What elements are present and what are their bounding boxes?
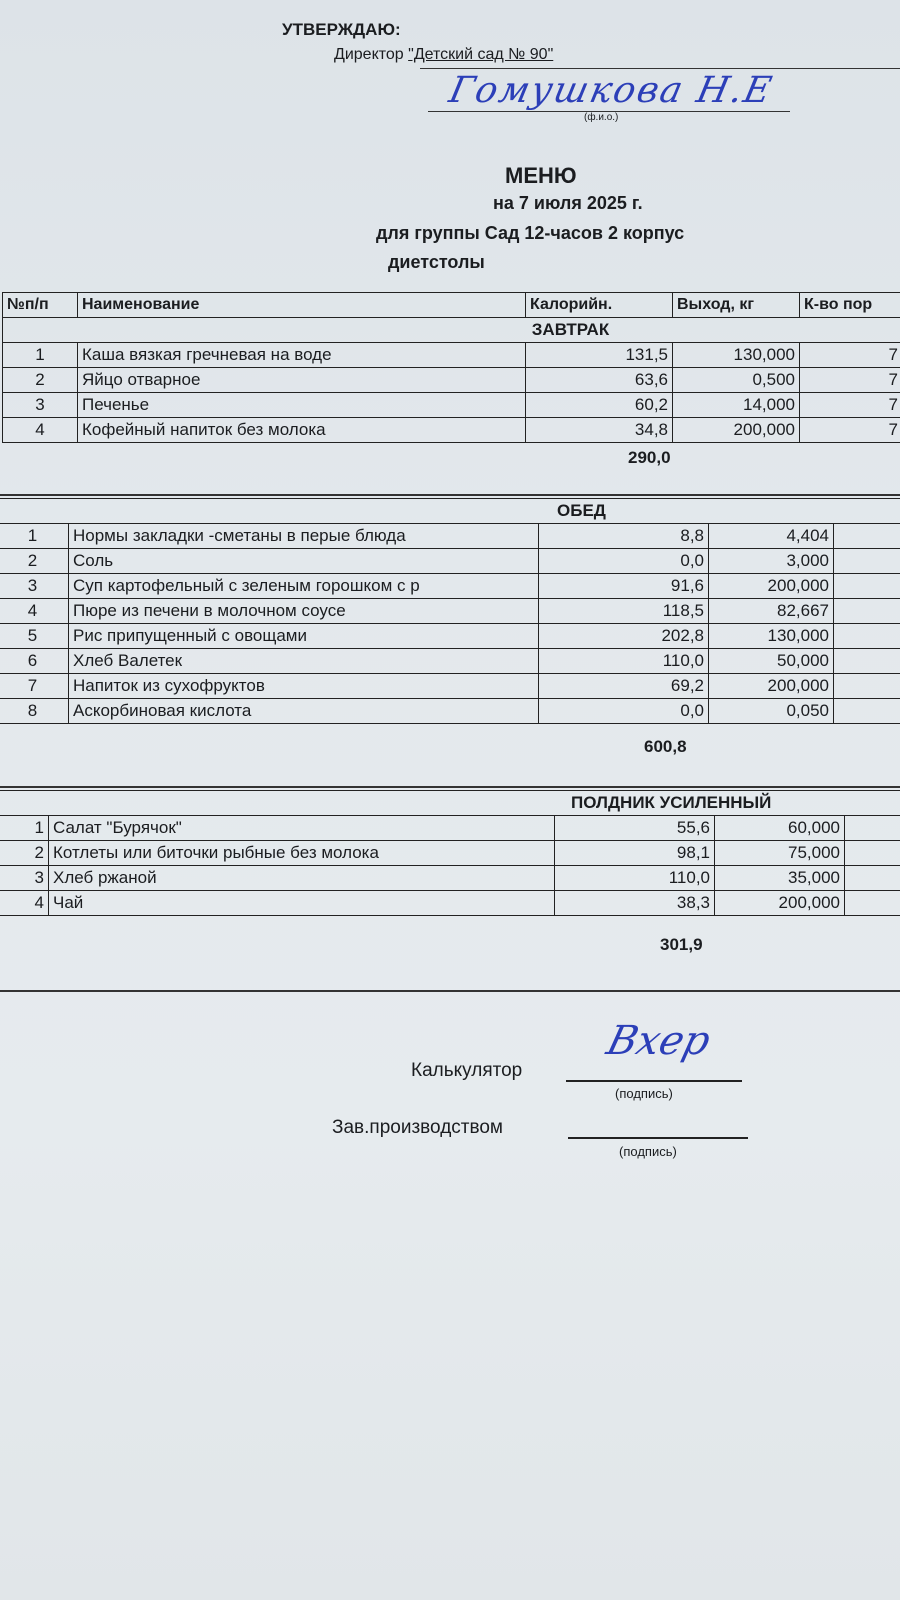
row-name: Кофейный напиток без молока: [78, 418, 526, 443]
section-divider: [0, 786, 900, 788]
row-kcal: 38,3: [555, 891, 715, 916]
row-qty: [834, 599, 900, 624]
row-qty: [834, 549, 900, 574]
row-yield: 200,000: [715, 891, 845, 916]
table-row: [0, 624, 900, 649]
row-kcal: 110,0: [555, 866, 715, 891]
table-row: [0, 816, 900, 841]
row-num: 5: [0, 624, 69, 649]
row-num: 6: [0, 649, 69, 674]
table-row: [3, 393, 900, 418]
col-yield: Выход, кг: [673, 293, 800, 318]
row-kcal: 63,6: [526, 368, 673, 393]
fio-label: (ф.и.о.): [584, 112, 619, 123]
row-yield: 200,000: [673, 418, 800, 443]
calculator-signature-line: [566, 1080, 742, 1082]
row-kcal: 60,2: [526, 393, 673, 418]
col-name: Наименование: [78, 293, 526, 318]
col-portions: К-во пор: [800, 293, 900, 318]
col-kcal: Калорийн.: [526, 293, 673, 318]
row-name: Хлеб ржаной: [49, 866, 555, 891]
row-name: Печенье: [78, 393, 526, 418]
calculator-signature-label: (подпись): [615, 1086, 673, 1101]
row-num: 7: [0, 674, 69, 699]
production-signature-label: (подпись): [619, 1144, 677, 1159]
director-line: [334, 46, 553, 64]
row-name: Суп картофельный с зеленым горошком с р: [69, 574, 539, 599]
row-kcal: 110,0: [539, 649, 709, 674]
table-row: [0, 841, 900, 866]
row-qty: [834, 624, 900, 649]
row-qty: [834, 649, 900, 674]
row-kcal: 118,5: [539, 599, 709, 624]
row-num: 3: [0, 866, 49, 891]
lunch-title-row: [0, 499, 900, 524]
table-row: [3, 368, 900, 393]
row-yield: 0,500: [673, 368, 800, 393]
header-rule: [420, 68, 900, 69]
row-num: 2: [3, 368, 78, 393]
row-num: 2: [0, 549, 69, 574]
row-kcal: 202,8: [539, 624, 709, 649]
table-row: [0, 866, 900, 891]
production-label: Зав.производством: [332, 1117, 503, 1138]
row-num: 3: [0, 574, 69, 599]
row-name: Каша вязкая гречневая на воде: [78, 343, 526, 368]
menu-diet: диетстолы: [388, 252, 485, 272]
table-row: [0, 574, 900, 599]
row-qty: 7: [800, 368, 900, 393]
row-qty: [845, 841, 900, 866]
row-name: Чай: [49, 891, 555, 916]
table-row: [0, 674, 900, 699]
table-row: [0, 699, 900, 724]
row-qty: [845, 816, 900, 841]
row-num: 4: [3, 418, 78, 443]
row-name: Пюре из печени в молочном соусе: [69, 599, 539, 624]
row-qty: [845, 866, 900, 891]
row-yield: 50,000: [709, 649, 834, 674]
col-num: №п/п: [3, 293, 78, 318]
row-kcal: 98,1: [555, 841, 715, 866]
row-num: 3: [3, 393, 78, 418]
row-yield: 4,404: [709, 524, 834, 549]
row-name: Хлеб Валетек: [69, 649, 539, 674]
table-row: [3, 418, 900, 443]
menu-title: МЕНЮ: [505, 163, 577, 188]
row-num: 1: [0, 524, 69, 549]
row-yield: 75,000: [715, 841, 845, 866]
section-divider: [0, 494, 900, 496]
menu-group: для группы Сад 12-часов 2 корпус: [376, 223, 685, 243]
row-yield: 14,000: [673, 393, 800, 418]
row-num: 8: [0, 699, 69, 724]
director-prefix: Директор: [334, 46, 409, 63]
row-kcal: 34,8: [526, 418, 673, 443]
row-name: Аскорбиновая кислота: [69, 699, 539, 724]
table-header-row: [3, 293, 900, 318]
row-yield: 200,000: [709, 674, 834, 699]
row-kcal: 55,6: [555, 816, 715, 841]
snack-table: [0, 790, 900, 916]
snack-total: 301,9: [660, 935, 703, 954]
row-yield: 3,000: [709, 549, 834, 574]
table-row: [3, 343, 900, 368]
table-row: [0, 649, 900, 674]
menu-date: на 7 июля 2025 г.: [493, 193, 643, 213]
lunch-table: [0, 498, 900, 724]
table-row: [0, 549, 900, 574]
calculator-signature: Вхер: [602, 1018, 715, 1064]
calculator-label: Калькулятор: [411, 1060, 523, 1081]
row-qty: 7: [800, 393, 900, 418]
row-qty: [834, 699, 900, 724]
row-kcal: 0,0: [539, 699, 709, 724]
row-num: 4: [0, 599, 69, 624]
organization-name: "Детский сад № 90": [408, 46, 554, 63]
row-kcal: 8,8: [539, 524, 709, 549]
snack-title-row: [0, 791, 900, 816]
row-yield: 200,000: [709, 574, 834, 599]
breakfast-total: 290,0: [628, 448, 671, 467]
row-name: Яйцо отварное: [78, 368, 526, 393]
production-signature-line: [568, 1137, 748, 1139]
row-num: 1: [0, 816, 49, 841]
row-yield: 82,667: [709, 599, 834, 624]
row-qty: [834, 524, 900, 549]
row-name: Рис припущенный с овощами: [69, 624, 539, 649]
table-row: [0, 891, 900, 916]
row-kcal: 131,5: [526, 343, 673, 368]
table-row: [0, 524, 900, 549]
row-yield: 130,000: [709, 624, 834, 649]
director-signature: Гомушкова Н.Е: [445, 70, 777, 111]
row-qty: 7: [800, 343, 900, 368]
row-yield: 35,000: [715, 866, 845, 891]
snack-title: ПОЛДНИК УСИЛЕННЫЙ: [0, 791, 900, 816]
row-name: Соль: [69, 549, 539, 574]
breakfast-title: ЗАВТРАК: [3, 318, 900, 343]
row-name: Нормы закладки -сметаны в перые блюда: [69, 524, 539, 549]
row-name: Напиток из сухофруктов: [69, 674, 539, 699]
row-num: 2: [0, 841, 49, 866]
approve-heading: УТВЕРЖДАЮ:: [282, 20, 401, 39]
row-yield: 0,050: [709, 699, 834, 724]
row-kcal: 69,2: [539, 674, 709, 699]
row-kcal: 0,0: [539, 549, 709, 574]
breakfast-title-row: [3, 318, 900, 343]
row-name: Салат "Бурячок": [49, 816, 555, 841]
row-yield: 130,000: [673, 343, 800, 368]
row-kcal: 91,6: [539, 574, 709, 599]
row-qty: [834, 674, 900, 699]
lunch-total: 600,8: [644, 737, 687, 756]
row-name: Котлеты или биточки рыбные без молока: [49, 841, 555, 866]
row-num: 4: [0, 891, 49, 916]
row-yield: 60,000: [715, 816, 845, 841]
row-qty: [834, 574, 900, 599]
row-num: 1: [3, 343, 78, 368]
breakfast-table: [2, 292, 900, 443]
section-divider: [0, 990, 900, 992]
row-qty: [845, 891, 900, 916]
table-row: [0, 599, 900, 624]
lunch-title: ОБЕД: [0, 499, 900, 524]
row-qty: 7: [800, 418, 900, 443]
